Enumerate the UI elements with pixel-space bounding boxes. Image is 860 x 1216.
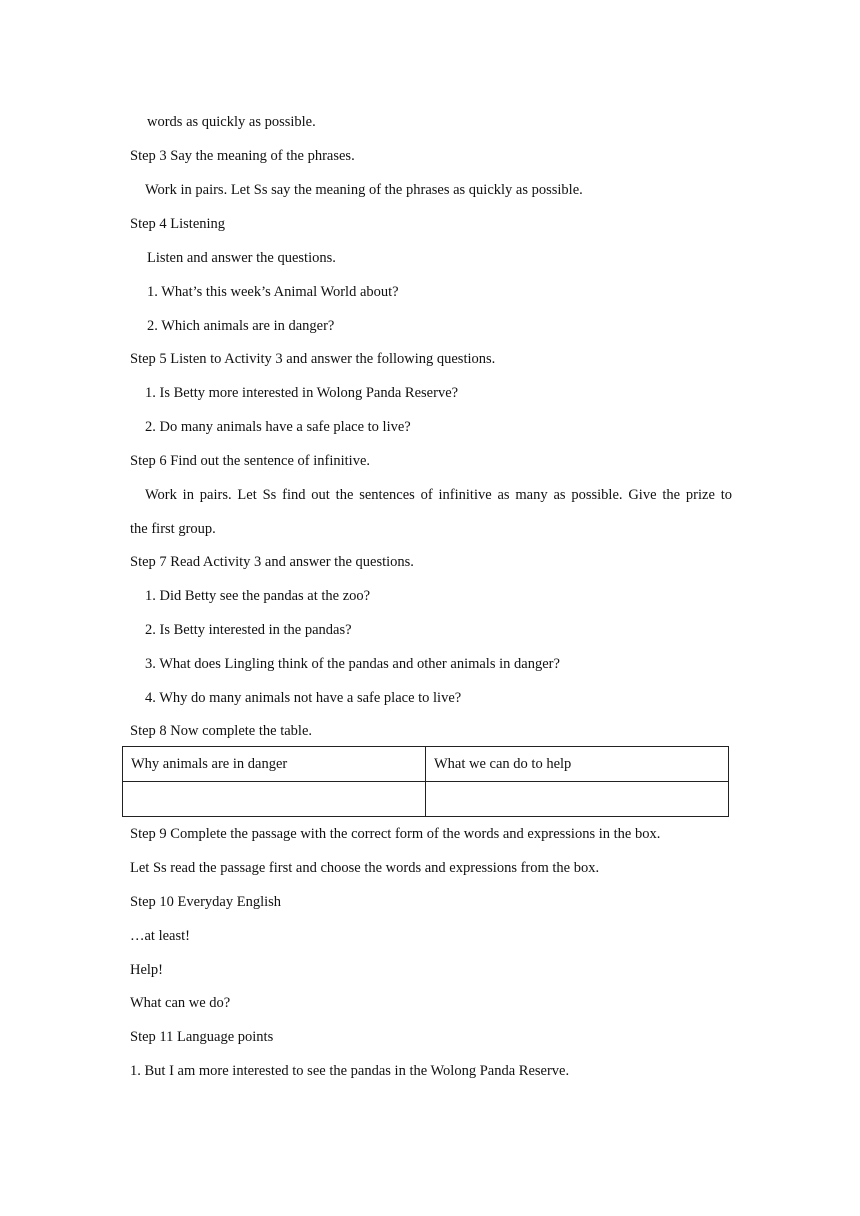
text-line: Listen and answer the questions. [147,250,336,266]
step-heading: Step 8 Now complete the table. [130,723,313,739]
step-heading: Step 10 Everyday English [130,894,282,910]
text-line: …at least! [130,928,190,944]
step-heading: Step 4 Listening [130,216,226,232]
text-line: Let Ss read the passage first and choose the words and expressions from the box. [130,860,600,876]
step-heading: Step 5 Listen to Activity 3 and answer the following questions. [130,351,496,367]
question-item: 1. Is Betty more interested in Wolong Panda Reserve? [145,385,459,401]
text-line: Work in pairs. Let Ss say the meaning of the phrases as quickly as possible. [145,182,583,198]
text-line: the first group. [130,521,216,537]
question-item: 1. Did Betty see the pandas at the zoo? [145,588,371,604]
question-item: 1. What’s this week’s Animal World about? [147,284,399,300]
question-item: 2. Which animals are in danger? [147,318,335,334]
table-header-cell: Why animals are in danger [123,747,426,782]
question-item: 4. Why do many animals not have a safe place to live? [145,690,462,706]
step-heading: Step 9 Complete the passage with the correct form of the words and expressions in the box. [130,826,661,842]
table-row [123,782,729,817]
step-heading: Step 7 Read Activity 3 and answer the questions. [130,554,414,570]
table-header-cell: What we can do to help [426,747,729,782]
question-item: 2. Do many animals have a safe place to live? [145,419,411,435]
text-line: 1. But I am more interested to see the pandas in the Wolong Panda Reserve. [130,1063,570,1079]
text-line: Help! [130,962,164,978]
text-line: What can we do? [130,995,231,1011]
question-item: 3. What does Lingling think of the pandas and other animals in danger? [145,656,560,672]
table-cell [123,782,426,817]
step-heading: Step 11 Language points [130,1029,274,1045]
table-cell [426,782,729,817]
step-heading: Step 3 Say the meaning of the phrases. [130,148,355,164]
text-line: Work in pairs. Let Ss find out the sentences of infinitive as many as possible. Give the prize to [145,487,732,503]
table-header-row [123,747,729,782]
text-line: words as quickly as possible. [147,114,316,130]
danger-table [122,746,729,817]
step-heading: Step 6 Find out the sentence of infinitive. [130,453,371,469]
question-item: 2. Is Betty interested in the pandas? [145,622,352,638]
